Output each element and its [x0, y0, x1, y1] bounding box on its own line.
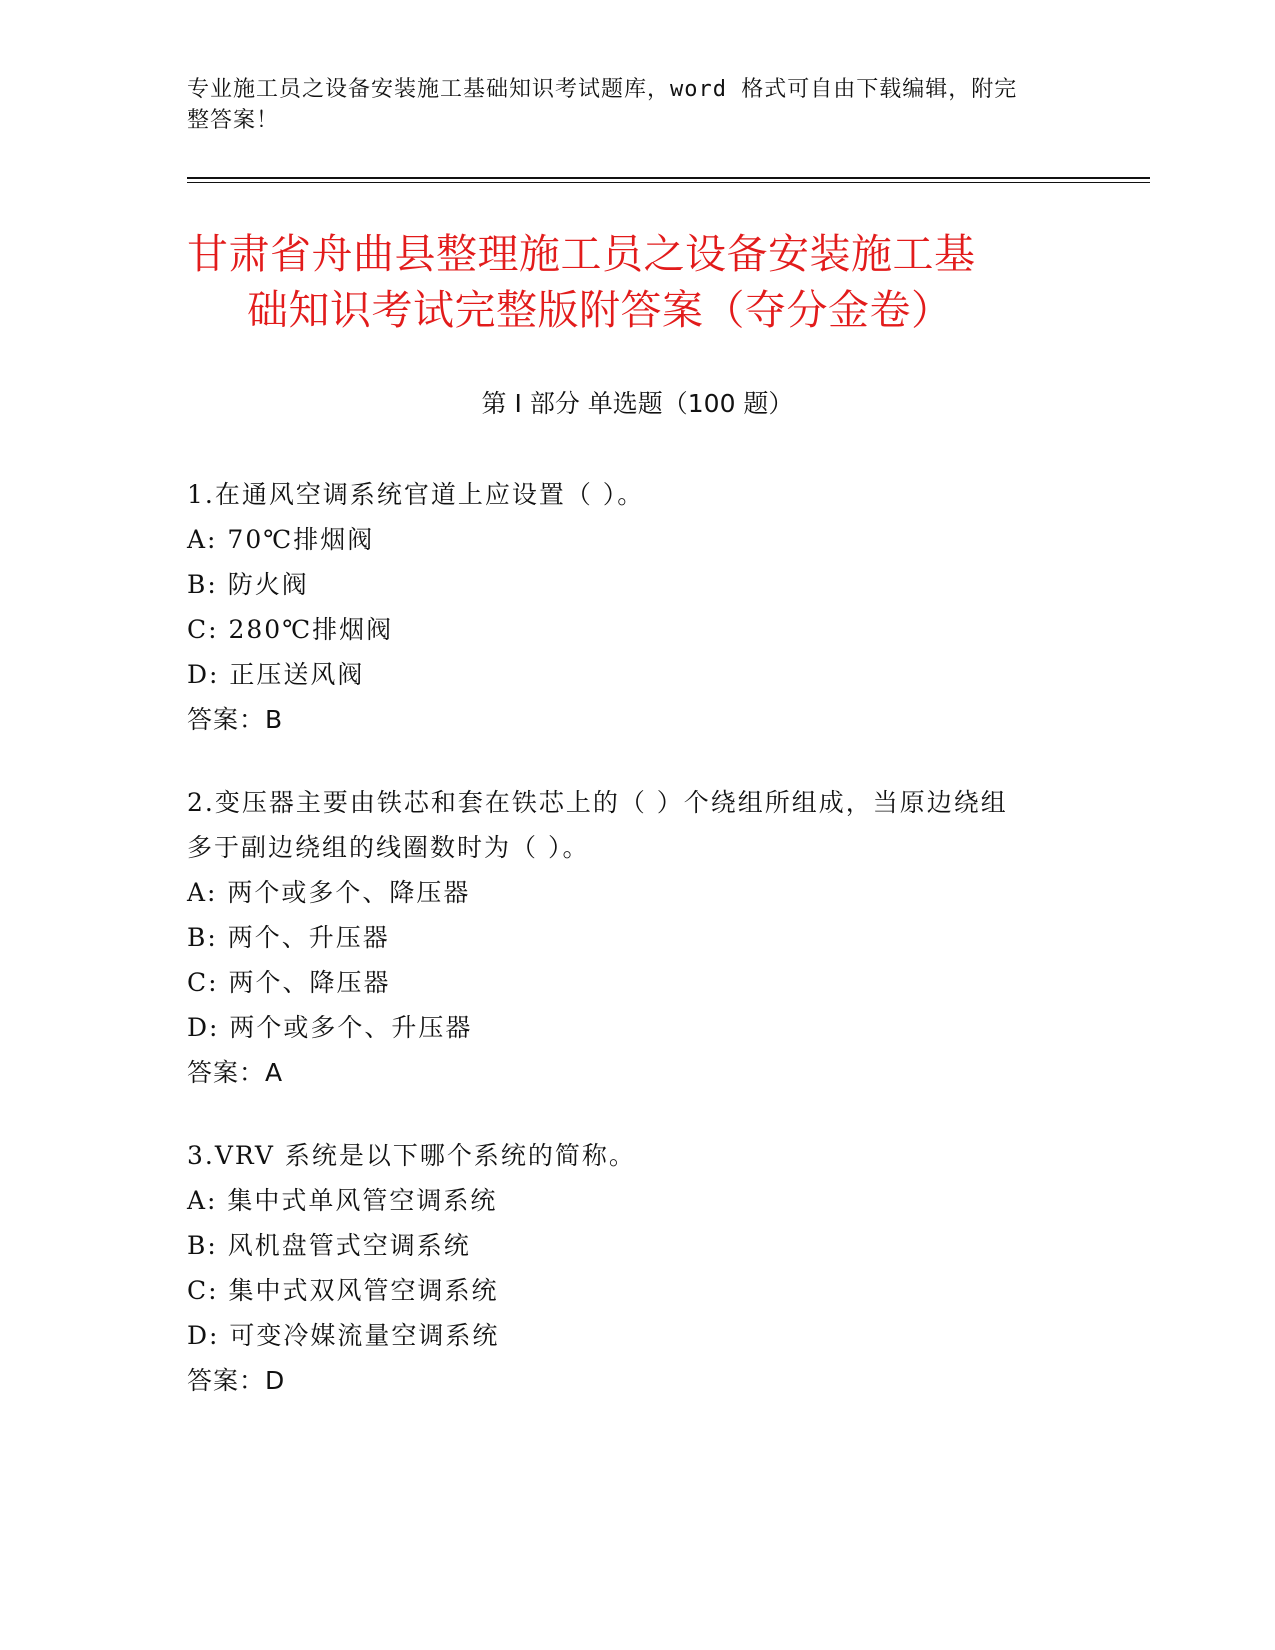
- option-d: D: 可变冷媒流量空调系统: [187, 1321, 500, 1350]
- option-a: A: 集中式单风管空调系统: [187, 1186, 498, 1215]
- question-2: [187, 780, 1087, 1095]
- question-stem-line1: 2.变压器主要由铁芯和套在铁芯上的（ ）个绕组所组成，当原边绕组: [187, 788, 1008, 817]
- header-divider-thick: [187, 177, 1150, 179]
- question-stem: 1.在通风空调系统官道上应设置（ ）。: [187, 480, 645, 509]
- answer: 答案：D: [187, 1366, 286, 1395]
- question-list: [187, 472, 1087, 1441]
- question-stem: 3.VRV 系统是以下哪个系统的简称。: [187, 1141, 636, 1170]
- option-b: B: 风机盘管式空调系统: [187, 1231, 471, 1260]
- document-title: [187, 226, 1087, 338]
- option-a: A: 两个或多个、降压器: [187, 878, 471, 907]
- question-3: [187, 1133, 1087, 1403]
- header-divider-thin: [187, 182, 1150, 183]
- header-note-line2: 整答案！: [187, 108, 280, 133]
- option-d: D: 正压送风阀: [187, 660, 365, 689]
- option-b: B: 防火阀: [187, 570, 309, 599]
- section-title: 第 I 部分 单选题（100 题）: [481, 389, 794, 418]
- question-1: [187, 472, 1087, 742]
- header-note: [187, 74, 1067, 136]
- answer: 答案：B: [187, 705, 284, 734]
- option-c: C: 280℃排烟阀: [187, 615, 394, 644]
- document-title-line1: 甘肃省舟曲县整理施工员之设备安装施工基: [187, 230, 976, 278]
- option-c: C: 两个、降压器: [187, 968, 391, 997]
- option-a: A: 70℃排烟阀: [187, 525, 375, 554]
- option-d: D: 两个或多个、升压器: [187, 1013, 473, 1042]
- answer: 答案：A: [187, 1058, 284, 1087]
- option-b: B: 两个、升压器: [187, 923, 390, 952]
- header-note-line1: 专业施工员之设备安装施工基础知识考试题库，word 格式可自由下载编辑，附完: [187, 77, 1018, 102]
- document-title-line2: 础知识考试完整版附答案（夺分金卷）: [247, 286, 953, 334]
- option-c: C: 集中式双风管空调系统: [187, 1276, 499, 1305]
- question-stem-line2: 多于副边绕组的线圈数时为（ ）。: [187, 833, 590, 862]
